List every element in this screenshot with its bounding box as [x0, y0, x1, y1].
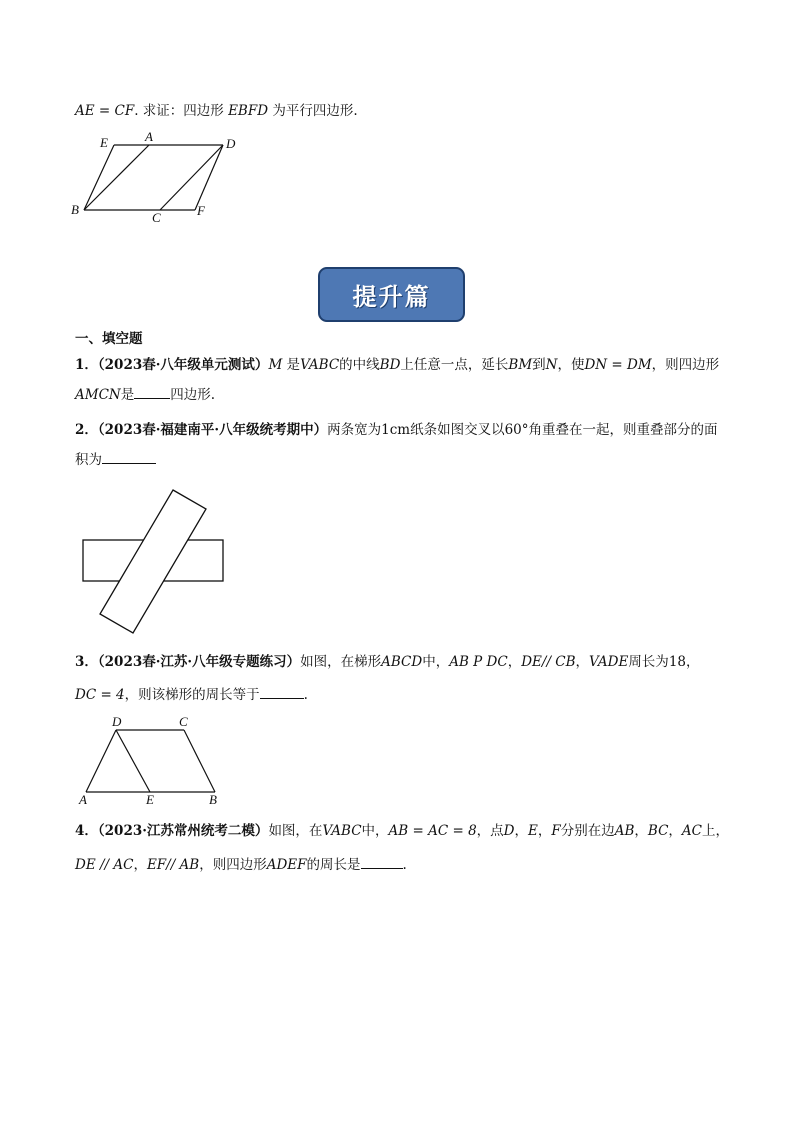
q1-number: 1．: [75, 357, 98, 373]
q0-text: . 求证：四边形: [134, 103, 229, 119]
figure-parallelogram-ebfd: [60, 128, 260, 228]
q0-math-ebfd: EBFD: [228, 103, 269, 119]
figure-crossing-strips: [78, 485, 238, 645]
segment-cd: [160, 145, 223, 210]
q4-line2-m2: EF// AB: [146, 857, 200, 873]
segment-ba: [84, 145, 149, 210]
q3-m1: ABCD: [381, 654, 423, 670]
q4-source: （2023·江苏常州统考二模）: [97, 823, 269, 839]
q4-m6: AB: [614, 823, 635, 839]
segment-ad: [86, 730, 116, 792]
q4-m8: AC: [681, 823, 703, 839]
q1-answer-blank[interactable]: [134, 386, 170, 399]
q2-m1: 1cm: [381, 422, 411, 438]
q4-t9: 上，: [702, 823, 730, 839]
q3-line2-math: DC = 4: [75, 687, 125, 703]
label-d: D: [112, 714, 122, 729]
section-title: 一、填空题: [75, 331, 143, 347]
q4-number: 4．: [75, 823, 98, 839]
q1-m4: BM: [508, 357, 533, 373]
q3-period: .: [303, 687, 308, 703]
q1-m2: VABC: [300, 357, 340, 373]
q4-t6: 分别在边: [560, 823, 615, 839]
label-e: E: [100, 135, 108, 150]
q2-source: （2023春·福建南平·八年级统考期中）: [97, 422, 328, 438]
q4-period: .: [402, 857, 407, 873]
label-b: B: [209, 792, 217, 807]
q4-m4: E: [528, 823, 538, 839]
q3-t5: 周长为: [628, 654, 669, 670]
label-c: C: [179, 714, 188, 729]
q4-line2: [75, 856, 407, 874]
q3-m5: 18: [668, 654, 686, 670]
q1-t4: 到: [532, 357, 546, 373]
q3-t6: ，: [686, 654, 700, 670]
q4-line2-m1: DE // AC: [75, 857, 134, 873]
q2-m2: 60°: [504, 422, 529, 438]
q1-t5: ，使: [557, 357, 585, 373]
q3-source: （2023春·江苏·八年级专题练习）: [97, 654, 301, 670]
q3-line2-text: ，则该梯形的周长等于: [124, 687, 260, 703]
q4-m2: AB = AC = 8: [388, 823, 477, 839]
q1-line2: [75, 386, 215, 404]
figure-trapezoid-abcd: [70, 710, 240, 810]
q4-t1: 如图，在: [268, 823, 323, 839]
label-a: A: [79, 792, 87, 807]
q1-t6: ，则四边形: [651, 357, 720, 373]
label-f: F: [197, 203, 205, 218]
q4-m3: D: [503, 823, 515, 839]
q1-line2-t1: 是: [120, 387, 135, 403]
q3-t4: ，: [575, 654, 590, 670]
q4-t5: ，: [537, 823, 552, 839]
q2-line2: [75, 451, 156, 469]
q2-t3: 角重叠在一起，则重叠部分的面: [528, 422, 718, 438]
q2-number: 2．: [75, 422, 98, 438]
q3-line1: [75, 653, 700, 671]
segment-be: [84, 145, 114, 210]
q4-t3: ，点: [476, 823, 504, 839]
q3-t1: 如图，在梯形: [300, 654, 382, 670]
q4-line1: [75, 822, 729, 840]
label-e: E: [146, 792, 154, 807]
segment-fd: [195, 145, 223, 210]
banner-title: 提升篇: [352, 283, 431, 311]
q1-line2-t2: 四边形.: [170, 387, 216, 403]
q2-t1: 两条宽为: [327, 422, 382, 438]
q1-line2-math: AMCN: [75, 387, 121, 403]
q1-m5: N: [545, 357, 558, 373]
q0-line: [75, 102, 358, 120]
q4-t2: 中，: [361, 823, 389, 839]
q3-line2: [75, 686, 308, 704]
label-b: B: [71, 202, 79, 217]
q3-t3: ，: [507, 654, 522, 670]
q4-line2-t3: 的周长是: [306, 857, 361, 873]
q4-answer-blank[interactable]: [361, 856, 403, 869]
q2-line2-text: 积为: [75, 452, 102, 468]
q4-m5: F: [551, 823, 561, 839]
q1-m1: M: [268, 357, 283, 373]
q1-m6: DN = DM: [584, 357, 652, 373]
q1-t2: 的中线: [339, 357, 380, 373]
label-c: C: [152, 210, 161, 225]
q1-t1: 是: [282, 357, 301, 373]
section-banner: [318, 267, 465, 322]
segment-bc: [184, 730, 215, 792]
q3-t2: 中，: [422, 654, 450, 670]
q4-line2-t1: ，: [133, 857, 147, 873]
q0-math-ae-cf: AE = CF: [75, 103, 135, 119]
q3-m2: AB P DC: [449, 654, 508, 670]
q0-text-end: 为平行四边形.: [268, 103, 358, 119]
q4-t4: ，: [514, 823, 528, 839]
label-d: D: [226, 136, 236, 151]
q2-answer-blank[interactable]: [102, 451, 156, 464]
q3-m3: DE// CB: [521, 654, 576, 670]
q1-t3: 上任意一点，延长: [400, 357, 509, 373]
q1-source: （2023春·八年级单元测试）: [97, 357, 269, 373]
segment-de: [116, 730, 150, 792]
q4-m1: VABC: [322, 823, 362, 839]
q2-t2: 纸条如图交叉以: [410, 422, 505, 438]
q3-answer-blank[interactable]: [260, 686, 304, 699]
q1-line1: [75, 356, 719, 374]
q4-t7: ，: [634, 823, 648, 839]
label-a: A: [145, 129, 153, 144]
q4-m7: BC: [647, 823, 669, 839]
q4-t8: ，: [668, 823, 682, 839]
q2-line1: [75, 421, 718, 439]
q3-number: 3．: [75, 654, 98, 670]
q4-line2-t2: ，则四边形: [199, 857, 267, 873]
q1-m3: BD: [379, 357, 401, 373]
q4-line2-m3: ADEF: [266, 857, 307, 873]
q3-m4: VADE: [589, 654, 629, 670]
